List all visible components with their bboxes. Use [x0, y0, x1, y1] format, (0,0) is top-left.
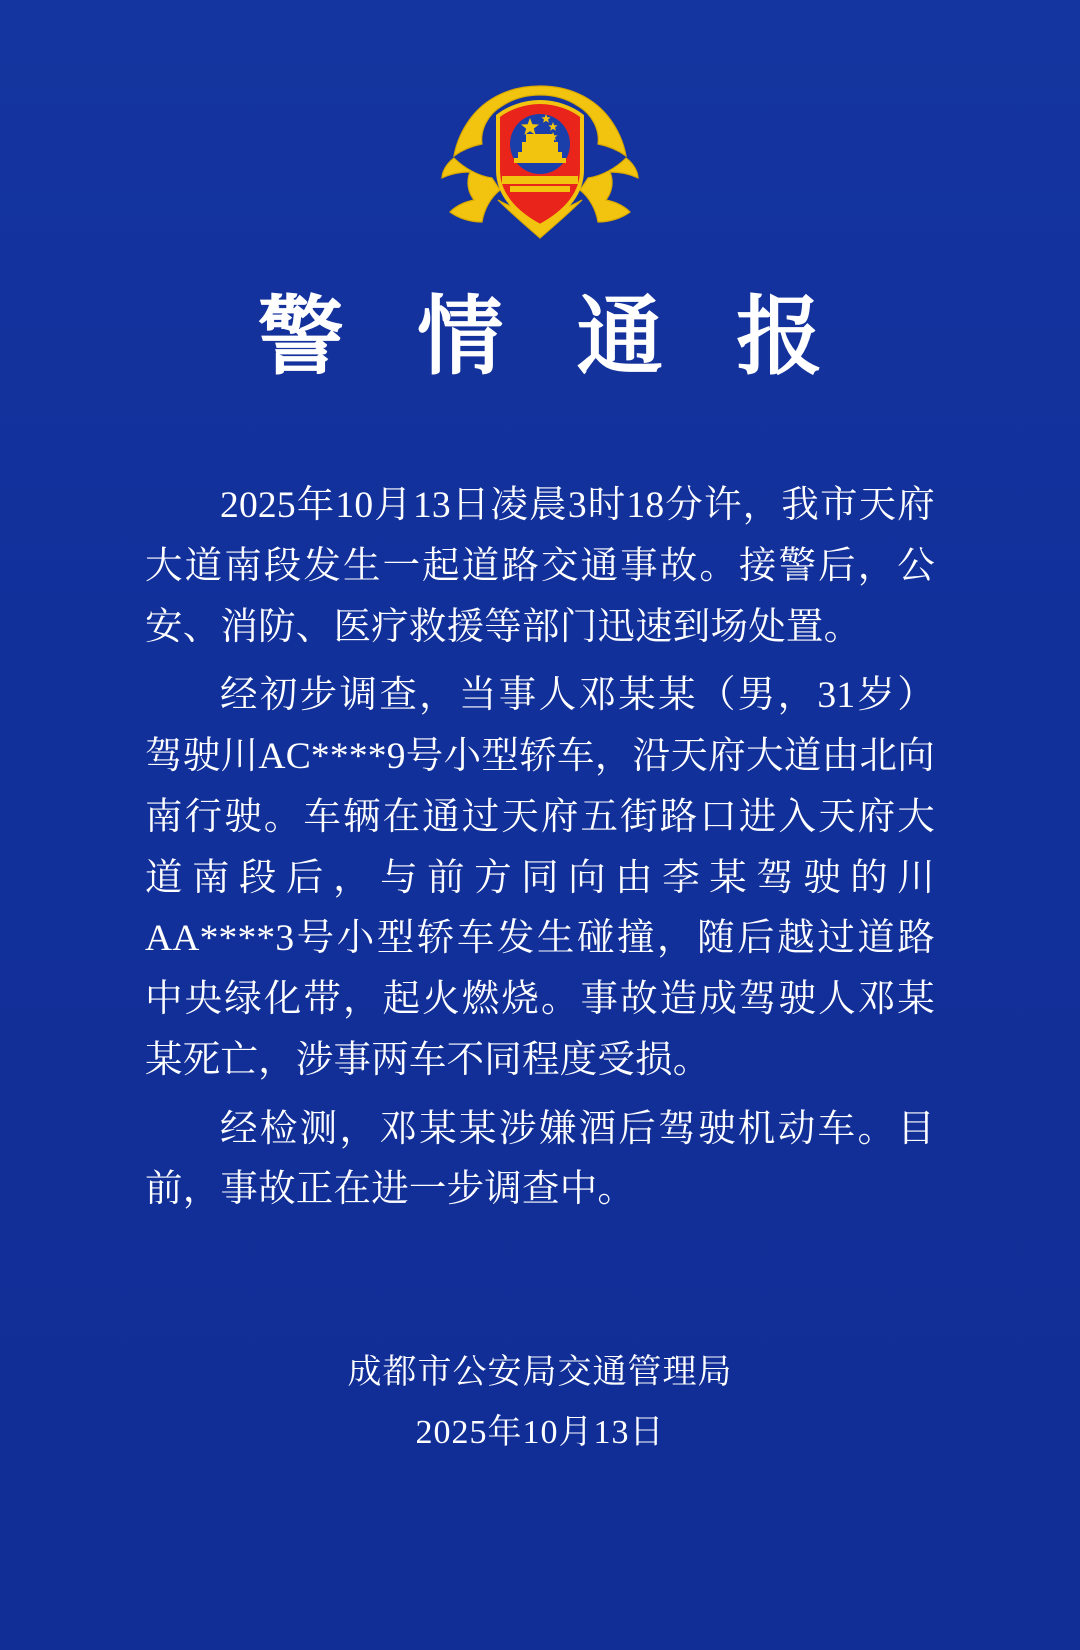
- notice-body: [145, 476, 935, 1229]
- page-title: 警 情 通 报: [257, 289, 849, 385]
- issuing-organization: 成都市公安局交通管理局: [347, 1354, 733, 1391]
- issue-date: 2025年10月13日: [415, 1413, 665, 1451]
- police-badge: [440, 78, 640, 254]
- signature-block: [0, 1343, 1080, 1462]
- notice-paragraph-1: 2025年10月13日凌晨3时18分许，我市天府大道南段发生一起道路交通事故。接警后，公安、消防、医疗救援等部门迅速到场处置。: [145, 485, 935, 648]
- notice-paragraph-2: 经初步调查，当事人邓某某（男，31岁）驾驶川AC****9号小型轿车，沿天府大道由北向南行驶。车辆在通过天府五街路口进入天府大道南段后，与前方同向由李某驾驶的川AA****3号小型轿车发生碰撞，随后越过道路中央绿化带，起火燃烧。事故造成驾驶人邓某某死亡，涉事两车不同程度受损。: [145, 675, 935, 1081]
- notice-paragraph-3: 经检测，邓某某涉嫌酒后驾驶机动车。目前，事故正在进一步调查中。: [145, 1108, 935, 1211]
- police-badge-icon: [440, 78, 640, 254]
